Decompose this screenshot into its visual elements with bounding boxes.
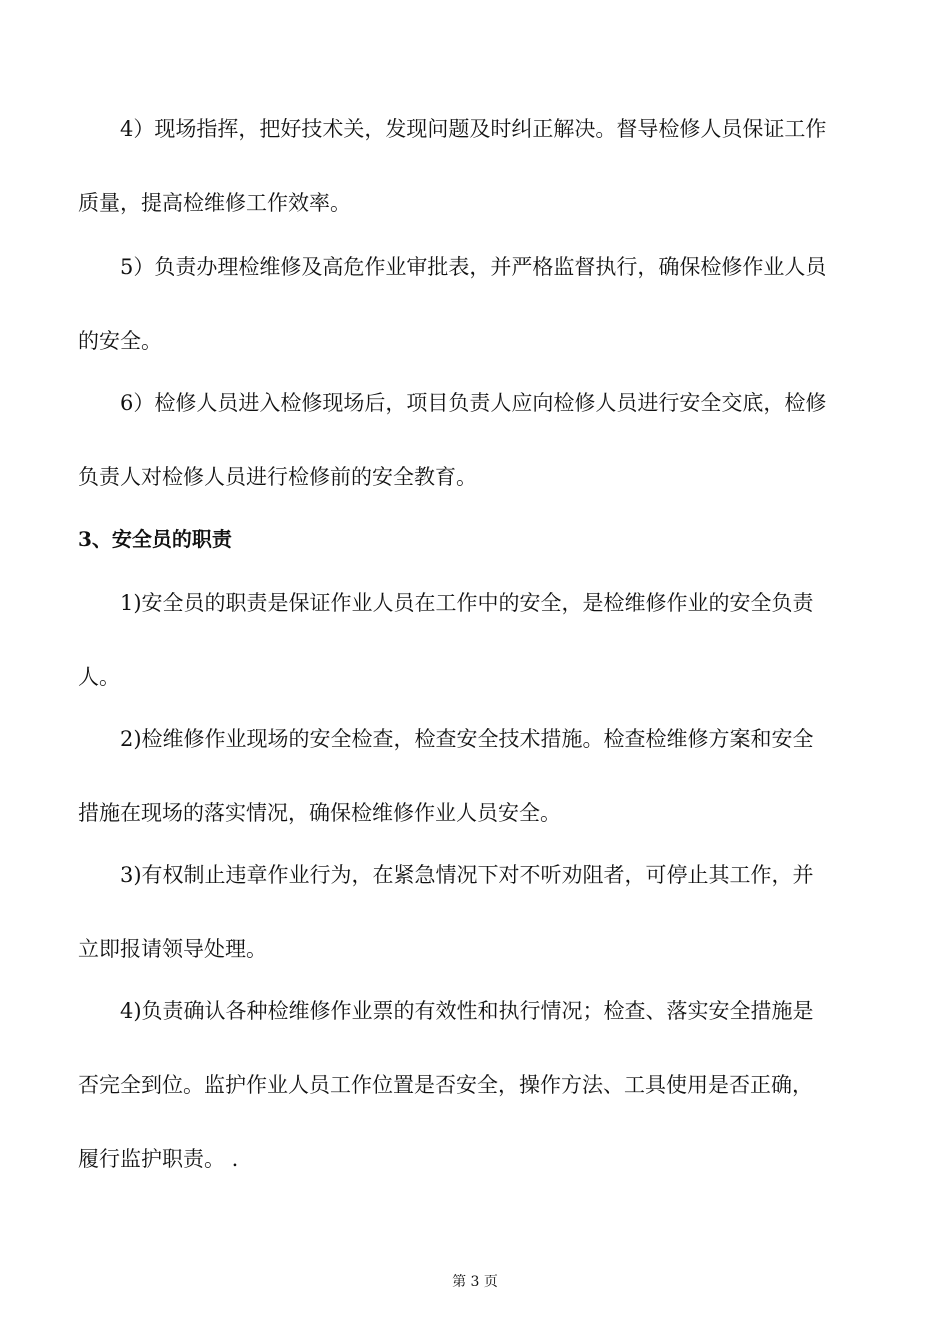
- paragraph-line: 措施在现场的落实情况，确保检维修作业人员安全。: [78, 801, 561, 825]
- paragraph-line: 负责人对检修人员进行检修前的安全教育。: [78, 465, 477, 489]
- paragraph-line: 的安全。: [78, 329, 162, 353]
- paragraph-line: 4)负责确认各种检维修作业票的有效性和执行情况；检查、落实安全措施是: [120, 999, 814, 1023]
- paragraph-line: 6）检修人员进入检修现场后，项目负责人应向检修人员进行安全交底，检修: [120, 391, 827, 415]
- paragraph-line: 否完全到位。监护作业人员工作位置是否安全，操作方法、工具使用是否正确，: [78, 1073, 813, 1097]
- paragraph-line: 5）负责办理检维修及高危作业审批表，并严格监督执行，确保检修作业人员: [120, 255, 827, 279]
- paragraph-line: 1)安全员的职责是保证作业人员在工作中的安全，是检维修作业的安全负责: [120, 591, 814, 615]
- paragraph-line: 质量，提高检维修工作效率。: [78, 191, 351, 215]
- paragraph-line: 4）现场指挥，把好技术关，发现问题及时纠正解决。督导检修人员保证工作: [120, 117, 827, 141]
- paragraph-line: 2)检维修作业现场的安全检查，检查安全技术措施。检查检维修方案和安全: [120, 727, 814, 751]
- paragraph-line: 立即报请领导处理。: [78, 937, 267, 961]
- section-heading: 3、安全员的职责: [78, 527, 232, 551]
- page-number-footer: 第 3 页: [452, 1274, 498, 1290]
- paragraph-line: 人。: [78, 665, 120, 689]
- paragraph-line: 3)有权制止违章作业行为，在紧急情况下对不听劝阻者，可停止其工作，并: [120, 863, 814, 887]
- paragraph-line: 履行监护职责。 .: [78, 1147, 239, 1171]
